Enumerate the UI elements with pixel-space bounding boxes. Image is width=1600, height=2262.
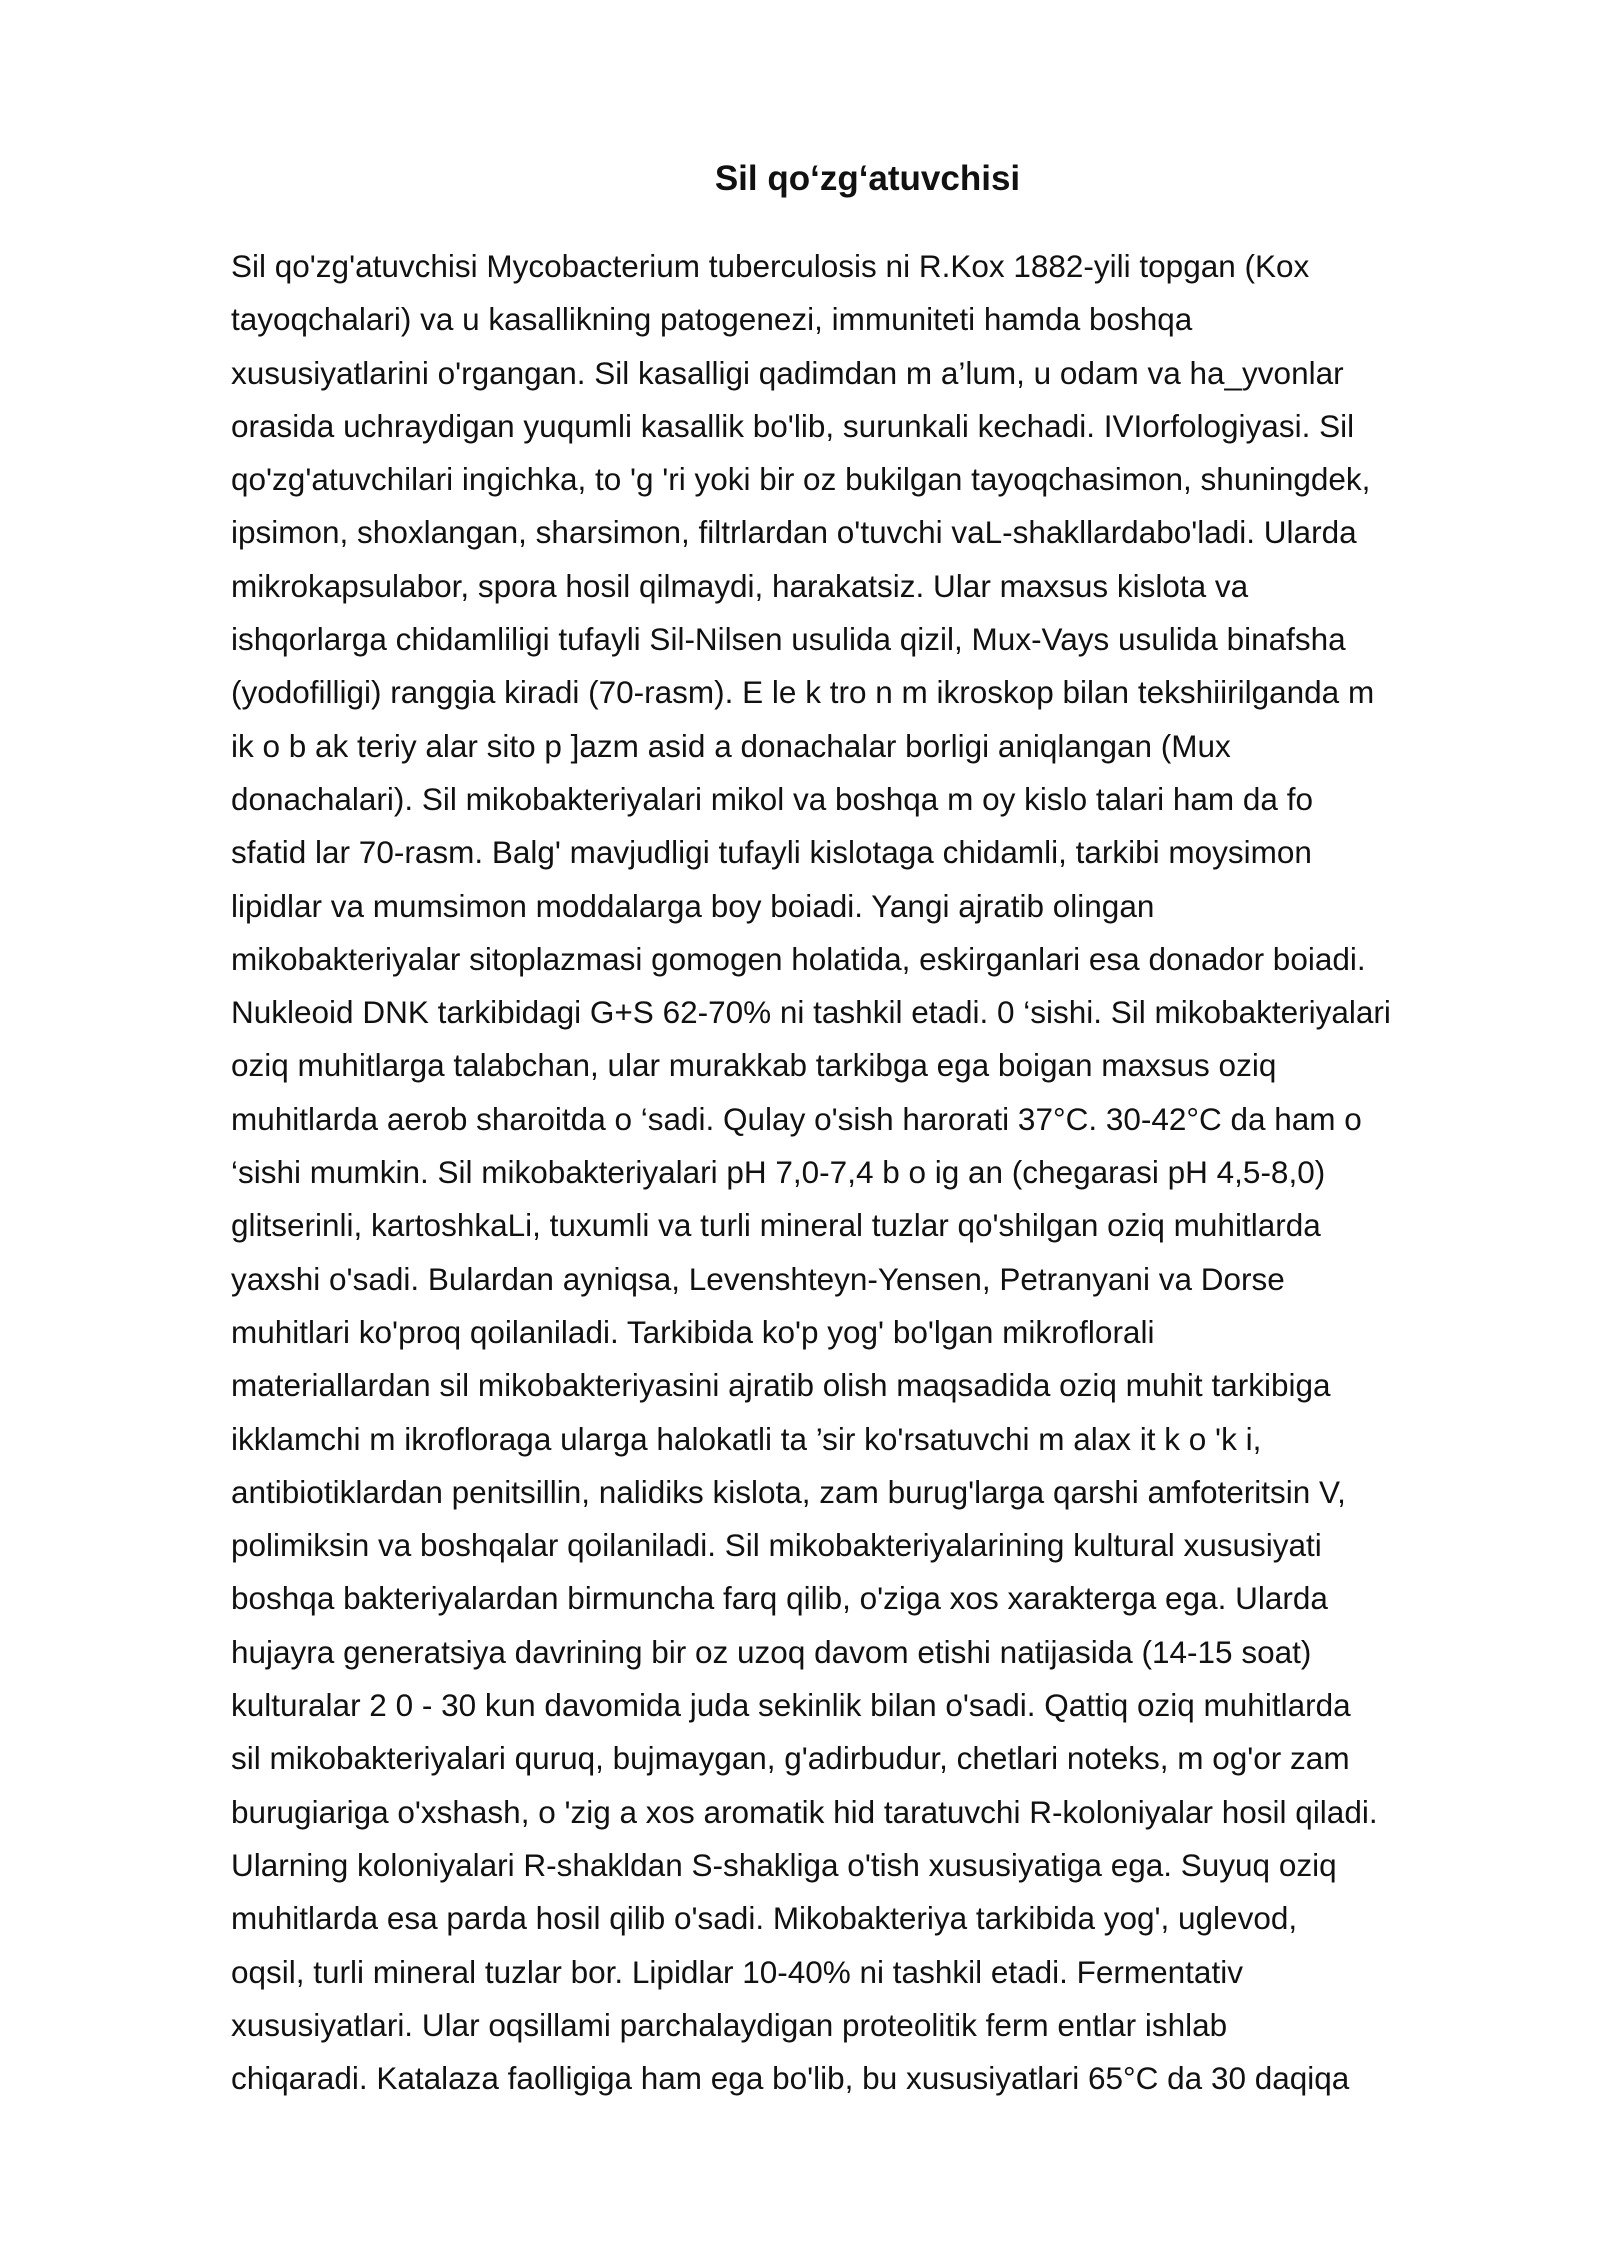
text-line: qo'zg'atuvchilari ingichka, to 'g 'ri yoki bir oz bukilgan tayoqchasimon, shuningdek, [231,461,1371,498]
text-line: ik o b ak teriy alar sito p ]azm asid a donachalar borligi aniqlangan (Mux [231,727,1231,764]
text-line: yaxshi o'sadi. Bulardan ayniqsa, Levenshteyn-Yensen, Petranyani va Dorse [231,1260,1285,1297]
text-line: antibiotiklardan penitsillin, nalidiks kislota, zam burug'larga qarshi amfoteritsin V, [231,1473,1346,1510]
text-line: tayoqchalari) va u kasallikning patogenezi, immuniteti hamda boshqa [231,301,1193,338]
text-line: xususiyatlari. Ular oqsillami parchalaydigan proteolitik ferm entlar ishlab [231,2006,1228,2043]
text-line: Ularning koloniyalari R-shakldan S-shakliga o'tish xususiyatiga ega. Suyuq oziq [231,1846,1337,1883]
text-line: polimiksin va boshqalar qoilaniladi. Sil mikobakteriyalarining kultural xususiyati [231,1527,1322,1564]
text-line: ishqorlarga chidamliligi tufayli Sil-Nilsen usulida qizil, Mux-Vays usulida binafsha [231,621,1346,658]
text-line: mikobakteriyalar sitoplazmasi gomogen holatida, eskirganlari esa donador boiadi. [231,940,1366,977]
text-line: xususiyatlarini o'rgangan. Sil kasalligi qadimdan m a’lum, u odam va ha_yvonlar [231,354,1344,391]
text-line: sil mikobakteriyalari quruq, bujmaygan, g'adirbudur, chetlari noteks, m og'or zam [231,1740,1350,1777]
text-line: ikklamchi m ikrofloraga ularga halokatli ta ’sir ko'rsatuvchi m alax it k o 'k i, [231,1420,1262,1457]
text-line: orasida uchraydigan yuqumli kasallik bo'lib, surunkali kechadi. IVIorfologiyasi. Sil [231,407,1355,444]
text-line: Nukleoid DNK tarkibidagi G+S 62-70% ni tashkil etadi. 0 ‘sishi. Sil mikobakteriyalari [231,994,1391,1031]
text-line: Sil qo'zg'atuvchisi Mycobacterium tuberculosis ni R.Kox 1882-yili topgan (Kox [231,248,1310,284]
text-line: hujayra generatsiya davrining bir oz uzoq davom etishi natijasida (14-15 soat) [231,1633,1312,1670]
text-line: oziq muhitlarga talabchan, ular murakkab tarkibga ega boigan maxsus oziq [231,1047,1277,1084]
text-line: muhitlarda esa parda hosil qilib o'sadi. Mikobakteriya tarkibida yog', uglevod, [231,1900,1298,1937]
text-line: mikrokapsulabor, spora hosil qilmaydi, harakatsiz. Ular maxsus kislota va [231,567,1249,604]
text-line: glitserinli, kartoshkaLi, tuxumli va turli mineral tuzlar qo'shilgan oziq muhitlarda [231,1207,1321,1244]
text-line: sfatid lar 70-rasm. Balg' mavjudligi tufayli kislotaga chidamli, tarkibi moysimon [231,834,1312,871]
body-text [231,240,1551,2105]
text-line: ‘sishi mumkin. Sil mikobakteriyalari pH 7,0-7,4 b o ig an (chegarasi pH 4,5-8,0) [231,1154,1326,1191]
text-line: burugiariga o'xshash, o 'zig a xos aromatik hid taratuvchi R-koloniyalar hosil qiladi. [231,1793,1378,1830]
page-title: Sil qo‘zg‘atuvchisi [714,159,1021,198]
text-line: materiallardan sil mikobakteriyasini ajratib olish maqsadida oziq muhit tarkibiga [231,1367,1331,1404]
text-line: muhitlari ko'proq qoilaniladi. Tarkibida ko'p yog' bo'lgan mikroflorali [231,1313,1155,1350]
text-line: muhitlarda aerob sharoitda o ‘sadi. Qulay o'sish harorati 37°C. 30-42°C da ham o [231,1100,1362,1137]
text-line: boshqa bakteriyalardan birmuncha farq qilib, o'ziga xos xarakterga ega. Ularda [231,1580,1328,1617]
text-line: donachalari). Sil mikobakteriyalari mikol va boshqa m oy kislo talari ham da fo [231,780,1313,817]
text-line: lipidlar va mumsimon moddalarga boy boiadi. Yangi ajratib olingan [231,887,1155,924]
text-line: (yodofilligi) ranggia kiradi (70-rasm). E le k tro n m ikroskop bilan tekshiirilganda m [231,674,1375,711]
text-line: ipsimon, shoxlangan, sharsimon, filtrlardan o'tuvchi vaL-shakllardabo'ladi. Ularda [231,514,1357,551]
text-line: chiqaradi. Katalaza faolligiga ham ega bo'lib, bu xususiyatlari 65°C da 30 daqiqa [231,2060,1350,2097]
text-line: oqsil, turli mineral tuzlar bor. Lipidlar 10-40% ni tashkil etadi. Fermentativ [231,1953,1243,1990]
text-line: kulturalar 2 0 - 30 kun davomida juda sekinlik bilan o'sadi. Qattiq oziq muhitlarda [231,1687,1351,1724]
